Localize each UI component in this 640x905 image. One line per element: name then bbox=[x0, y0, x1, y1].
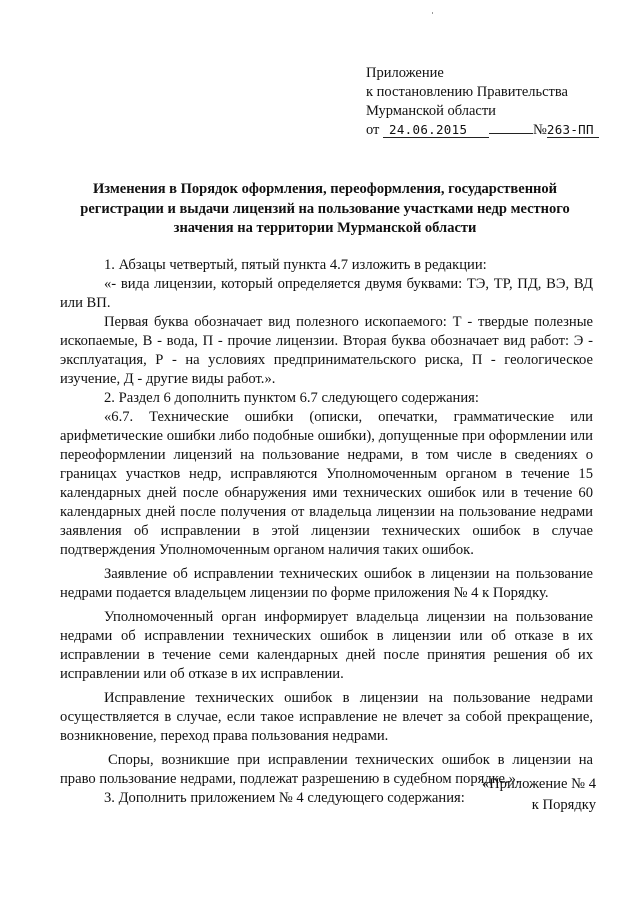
paragraph-1: 1. Абзацы четвертый, пятый пункта 4.7 изложить в редакции: bbox=[104, 257, 487, 273]
appendix-reference: к Порядку bbox=[531, 797, 596, 813]
paragraph-10: 3. Дополнить приложением № 4 следующего содержания: bbox=[104, 790, 465, 806]
paragraph-3: Первая буква обозначает вид полезного ископаемого: Т - твердые полезные ископаемые, В - вода, П - прочие лицензии. Вторая буква обозначает вид работ: Э - эксплуатация, Р - на условиях предпринимательского риска, П - геологическое изучение, Д - другие виды работ.». bbox=[60, 314, 593, 387]
number-prefix: № bbox=[533, 122, 547, 138]
date-prefix: от bbox=[366, 122, 380, 138]
document-heading: Изменения в Порядок оформления, переоформления, государственной регистрации и выдачи лицензий на пользование участками недр местного значения на территории Мурманской области bbox=[80, 181, 570, 236]
appendix-title: «Приложение № 4 bbox=[481, 776, 596, 792]
annex-resolution: к постановлению Правительства bbox=[366, 84, 568, 100]
paragraph-5: «6.7. Технические ошибки (описки, опечатки, грамматические или арифметические ошибки либо подобные ошибки), допущенные при оформлении или переоформлении лицензий на пользование недрами, в том числе в сведениях о границах участков недр, исправляются Уполномоченным органом в течение 15 календарных дней после обнаружения ими технических ошибок или в течение 60 календарных дней после получения от владельца лицензии на пользование недрами заявления об исправлении в этой лицензии технических ошибок в случае подтверждения Уполномоченным органом наличия таких ошибок. bbox=[60, 409, 593, 558]
annex-region: Мурманской области bbox=[366, 103, 496, 119]
paragraph-9: Споры, возникшие при исправлении технических ошибок в лицензии на право пользование недрами, подлежат разрешению в судебном порядке.». bbox=[60, 752, 593, 787]
paragraph-2: «- вида лицензии, который определяется двумя буквами: ТЭ, ТР, ПД, ВЭ, ВД или ВП. bbox=[60, 276, 593, 311]
document-body bbox=[60, 256, 593, 808]
resolution-date: 24.06.2015 bbox=[383, 122, 489, 138]
paragraph-7: Уполномоченный орган информирует владельца лицензии на пользование недрами об исправлении технических ошибок в лицензии или об отказе в их исправлении в течение семи календарных дней после принятия решения об их исправлении или об отказе в их исправлении. bbox=[60, 609, 593, 682]
resolution-number: 263-ПП bbox=[547, 122, 599, 138]
scan-speck bbox=[432, 12, 433, 14]
annex-date-line bbox=[366, 121, 616, 140]
paragraph-6: Заявление об исправлении технических ошибок в лицензии на пользование недрами подается владельцем лицензии по форме приложения № 4 к Порядку. bbox=[60, 566, 593, 601]
appendix-caption bbox=[482, 774, 596, 816]
annex-title: Приложение bbox=[366, 65, 444, 81]
annex-block bbox=[366, 64, 616, 140]
date-underline bbox=[489, 121, 533, 134]
paragraph-4: 2. Раздел 6 дополнить пунктом 6.7 следующего содержания: bbox=[104, 390, 479, 406]
paragraph-8: Исправление технических ошибок в лицензии на пользование недрами осуществляется в случае, если такое исправление не влечет за собой прекращение, возникновение, переход права пользования недрами. bbox=[60, 690, 593, 744]
